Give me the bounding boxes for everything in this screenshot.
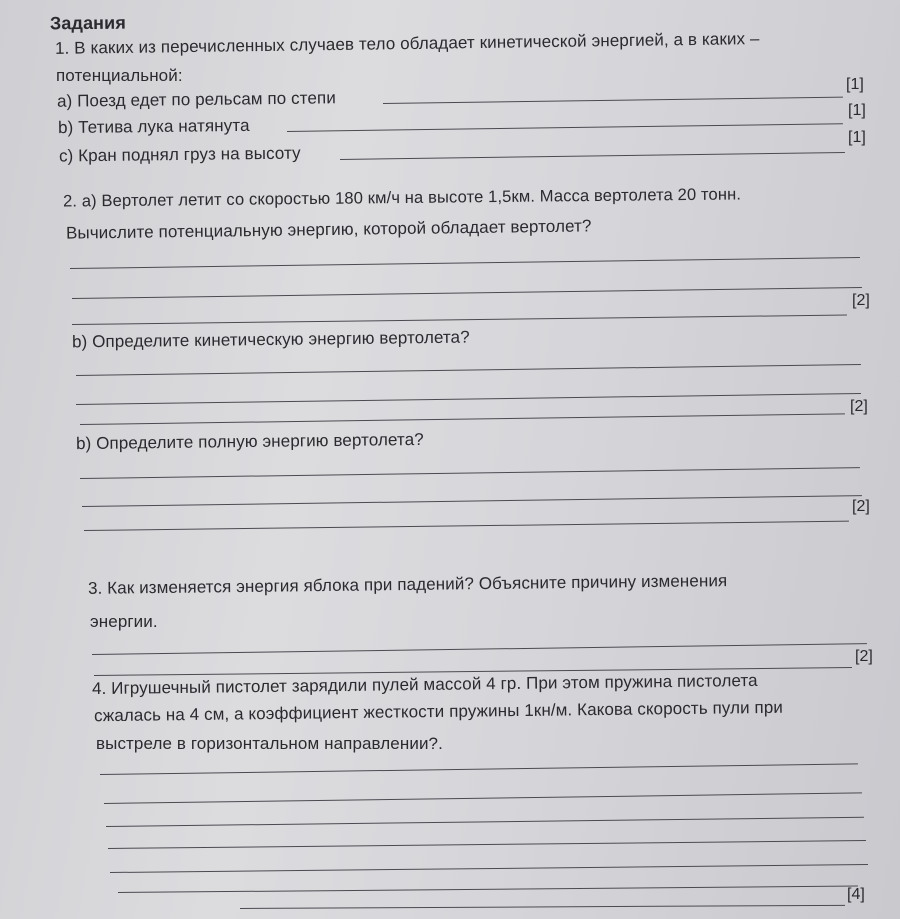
q1-answer-line-c[interactable] (340, 152, 845, 160)
q1-mark-b: [1] (848, 102, 866, 119)
q4-answer-line-3[interactable] (106, 817, 864, 827)
q2-line-1: 2. a) Вертолет летит со скоростью 180 км/ч на высоте 1,5км. Масса вертолета 20 тонн. (62, 184, 742, 211)
q3-mark: [2] (855, 648, 873, 665)
q2c-answer-line-1[interactable] (80, 467, 860, 479)
q1-line-1: 1. В каких из перечисленных случаев тело обладает кинетической энергией, а в каких – (54, 29, 760, 58)
q4-answer-line-5[interactable] (110, 864, 868, 873)
q1-option-b: b) Тетива лука натянута (57, 115, 250, 138)
q1-mark-a: [1] (846, 76, 864, 93)
q4-mark: [4] (847, 886, 865, 903)
q1-option-c: c) Кран поднял груз на высоту (58, 143, 301, 166)
q3-line-2: энергии. (90, 612, 158, 631)
q1-answer-line-b[interactable] (287, 123, 843, 132)
q2b-text: b) Определите кинетическую энергию вертолета? (71, 327, 470, 352)
q2a-answer-line-3[interactable] (72, 315, 847, 325)
q2c-answer-line-2[interactable] (82, 495, 862, 507)
q4-answer-line-4[interactable] (108, 840, 866, 849)
q4-answer-line-7[interactable] (240, 905, 845, 909)
q4-answer-line-2[interactable] (104, 792, 862, 804)
q2b-mark: [2] (850, 398, 868, 415)
q2c-answer-line-3[interactable] (84, 521, 849, 531)
q2c-text: b) Определите полную энергию вертолета? (75, 429, 424, 454)
q2a-answer-line-2[interactable] (72, 287, 862, 299)
q1-option-a: a) Поезд едет по рельсам по степи (56, 88, 336, 111)
q2c-mark: [2] (852, 498, 870, 515)
q4-answer-line-6[interactable] (118, 886, 858, 893)
q3-answer-line-1[interactable] (92, 643, 867, 655)
q4-line-1: 4. Игрушечный пистолет зарядили пулей массой 4 гр. При этом пружина пистолета (91, 670, 758, 699)
q4-answer-line-1[interactable] (100, 763, 858, 775)
q4-line-2: сжалась на 4 см, а коэффициент жесткости пружины 1кн/м. Какова скорость пули при (93, 697, 784, 726)
q1-answer-line-a[interactable] (383, 97, 843, 104)
q2b-answer-line-2[interactable] (76, 393, 861, 405)
q2-line-2: Вычислите потенциальную энергию, которой обладает вертолет? (65, 216, 592, 243)
worksheet-heading: Задания (49, 12, 126, 34)
q2b-answer-line-3[interactable] (80, 413, 845, 425)
q1-line-2: потенциальной: (56, 66, 183, 85)
q1-mark-c: [1] (848, 129, 866, 146)
q2a-mark: [2] (852, 292, 870, 309)
q2b-answer-line-1[interactable] (76, 364, 861, 376)
q3-line-1: 3. Как изменяется энергия яблока при падений? Объясните причину изменения (87, 571, 728, 598)
q4-line-3: выстреле в горизонтальном направлении?. (96, 734, 443, 753)
q2a-answer-line-1[interactable] (70, 257, 860, 269)
